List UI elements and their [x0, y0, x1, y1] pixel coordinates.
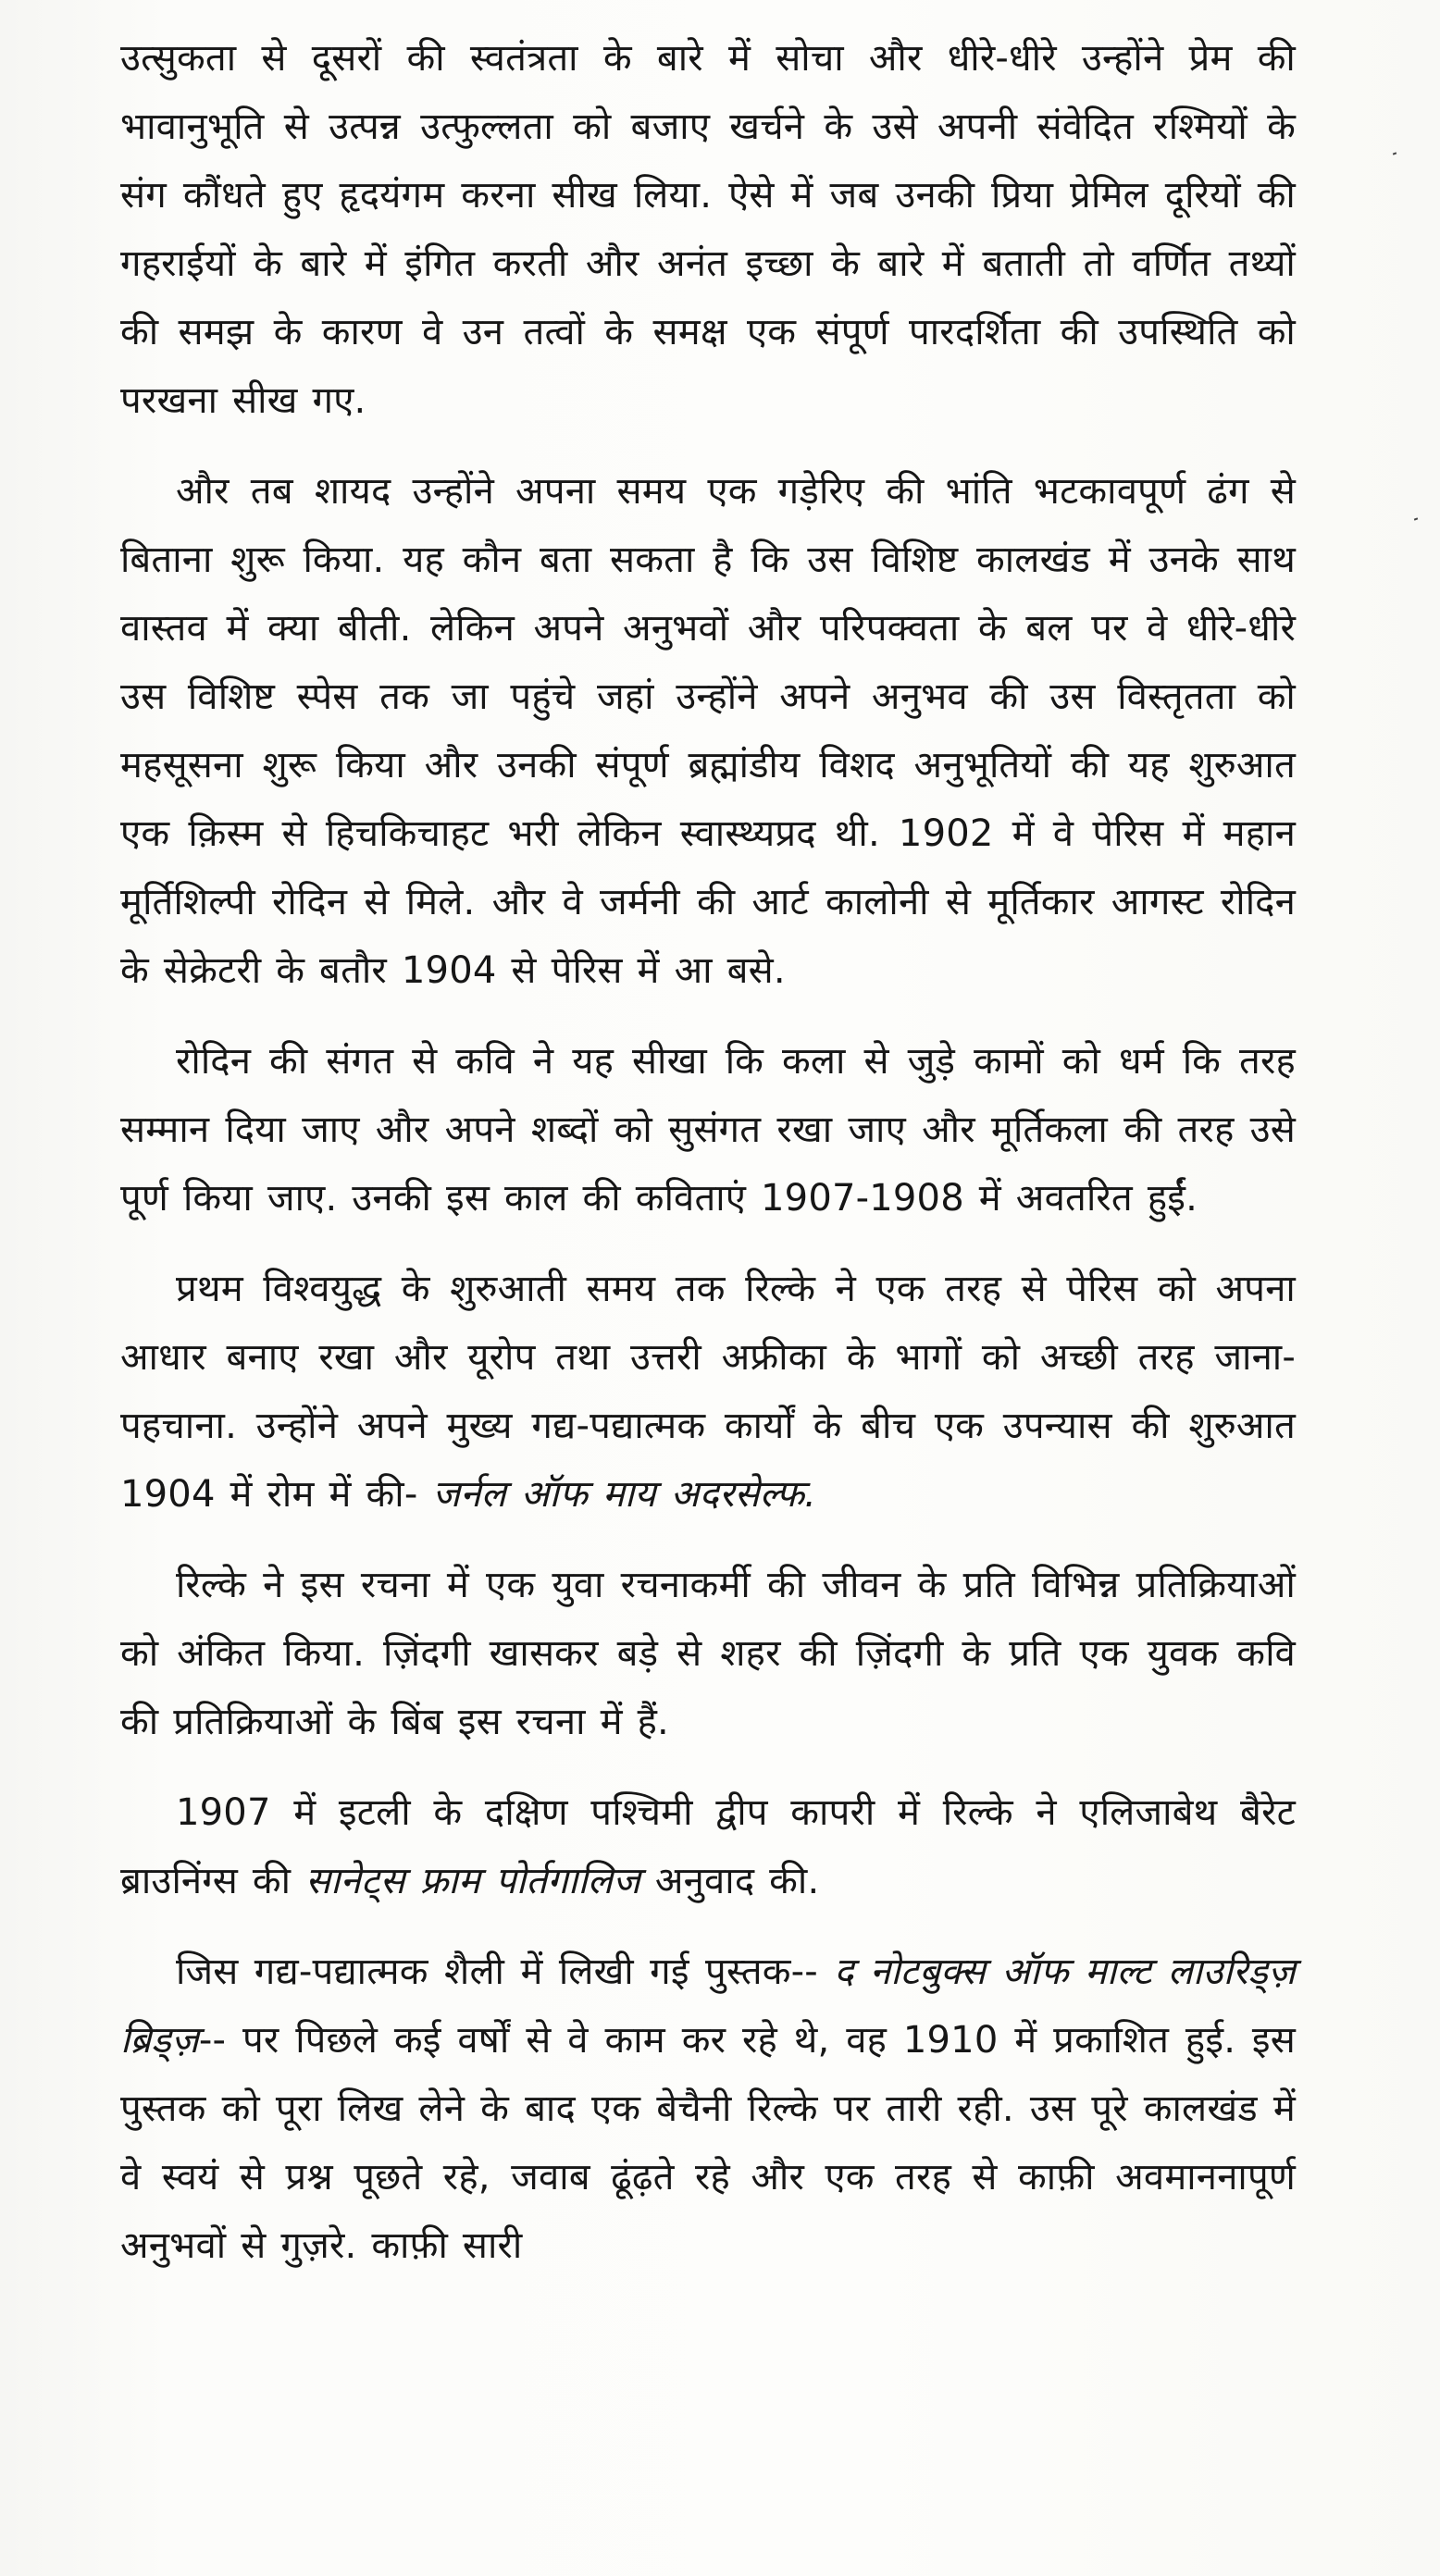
paragraph-3: [120, 1027, 1296, 1232]
paragraph-5: [120, 1551, 1296, 1756]
paragraph-4-text: प्रथम विश्वयुद्ध के शुरुआती समय तक रिल्के ने एक तरह से पेरिस को अपना आधार बनाए रखा और यूरोप तथा उत्तरी अफ्रीका के भागों को अच्छी तरह जाना-पहचाना. उन्होंने अपने मुख्य गद्य-पद्यात्मक कार्यों के बीच एक उपन्यास की शुरुआत 1904 में रोम में की-: [120, 1268, 1296, 1516]
paragraph-7-before: जिस गद्य-पद्यात्मक शैली में लिखी गई पुस्तक--: [176, 1951, 835, 1993]
paragraph-7-after: -- पर पिछले कई वर्षों से वे काम कर रहे थे, वह 1910 में प्रकाशित हुई. इस पुस्तक को पूरा लिख लेने के बाद एक बेचैनी रिल्के पर तारी रही. उस पूरे कालखंड में वे स्वयं से प्रश्न पूछते रहे, जवाब ढूंढ़ते रहे और एक तरह से काफ़ी अवमाननापूर्ण अनुभवों से गुज़रे. काफ़ी सारी: [120, 2019, 1296, 2267]
notebooks-title: द नोटबुक्स ऑफ माल्ट लाउरिड्ज़ ब्रिड्ज़: [120, 1951, 1296, 2062]
sonnets-title: सानेट्स फ्राम पोर्तगालिज: [305, 1860, 640, 1902]
body-text: [120, 24, 1296, 2302]
journal-title: जर्नल ऑफ माय अदरसेल्फ.: [417, 1473, 817, 1516]
paragraph-6-before: 1907 में इटली के दक्षिण पश्चिमी द्वीप कापरी में रिल्के ने एलिजाबेथ बैरेट ब्राउनिंग्स की: [120, 1791, 1296, 1902]
paragraph-1-text: उत्सुकता से दूसरों की स्वतंत्रता के बारे में सोचा और धीरे-धीरे उन्होंने प्रेम की भावानुभूति से उत्पन्न उत्फुल्लता को बजाए खर्चने के उसे अपनी संवेदित रश्मियों के संग कौंधते हुए हृदयंगम करना सीख लिया. ऐसे में जब उनकी प्रिया प्रेमिल दूरियों की गहराईयों के बारे में इंगित करती और अनंत इच्छा के बारे में बताती तो वर्णित तथ्यों की समझ के कारण वे उन तत्वों के समक्ष एक संपूर्ण पारदर्शिता की उपस्थिति को परखना सीख गए.: [120, 37, 1296, 422]
paragraph-7: [120, 1938, 1296, 2280]
paragraph-4: [120, 1255, 1296, 1529]
paragraph-6-after: अनुवाद की.: [639, 1860, 820, 1902]
paragraph-3-text: रोदिन की संगत से कवि ने यह सीखा कि कला से जुड़े कामों को धर्म कि तरह सम्मान दिया जाए और अपने शब्दों को सुसंगत रखा जाए और मूर्तिकला की तरह उसे पूर्ण किया जाए. उनकी इस काल की कविताएं 1907-1908 में अवतरित हुईं.: [120, 1040, 1296, 1220]
scan-speck: [1393, 152, 1397, 155]
paragraph-2-text: और तब शायद उन्होंने अपना समय एक गड़ेरिए की भांति भटकावपूर्ण ढंग से बिताना शुरू किया. यह कौन बता सकता है कि उस विशिष्ट कालखंड में उनके साथ वास्तव में क्या बीती. लेकिन अपने अनुभवों और परिपक्वता के बल पर वे धीरे-धीरे उस विशिष्ट स्पेस तक जा पहुंचे जहां उन्होंने अपने अनुभव की उस विस्तृतता को महसूसना शुरू किया और उनकी संपूर्ण ब्रह्मांडीय विशद अनुभूतियों की यह शुरुआत एक क़िस्म से हिचकिचाहट भरी लेकिन स्वास्थ्यप्रद थी. 1902 में वे पेरिस में महान मूर्तिशिल्पी रोदिन से मिले. और वे जर्मनी की आर्ट कालोनी से मूर्तिकार आगस्ट रोदिन के सेक्रेटरी के बतौर 1904 से पेरिस में आ बसे.: [120, 470, 1296, 992]
paragraph-6: [120, 1778, 1296, 1915]
scan-speck: [1414, 517, 1418, 520]
paragraph-5-text: रिल्के ने इस रचना में एक युवा रचनाकर्मी की जीवन के प्रति विभिन्न प्रतिक्रियाओं को अंकित किया. ज़िंदगी खासकर बड़े से शहर की ज़िंदगी के प्रति एक युवक कवि की प्रतिक्रियाओं के बिंब इस रचना में हैं.: [120, 1564, 1296, 1743]
paragraph-1: [120, 24, 1296, 435]
paragraph-2: [120, 457, 1296, 1005]
